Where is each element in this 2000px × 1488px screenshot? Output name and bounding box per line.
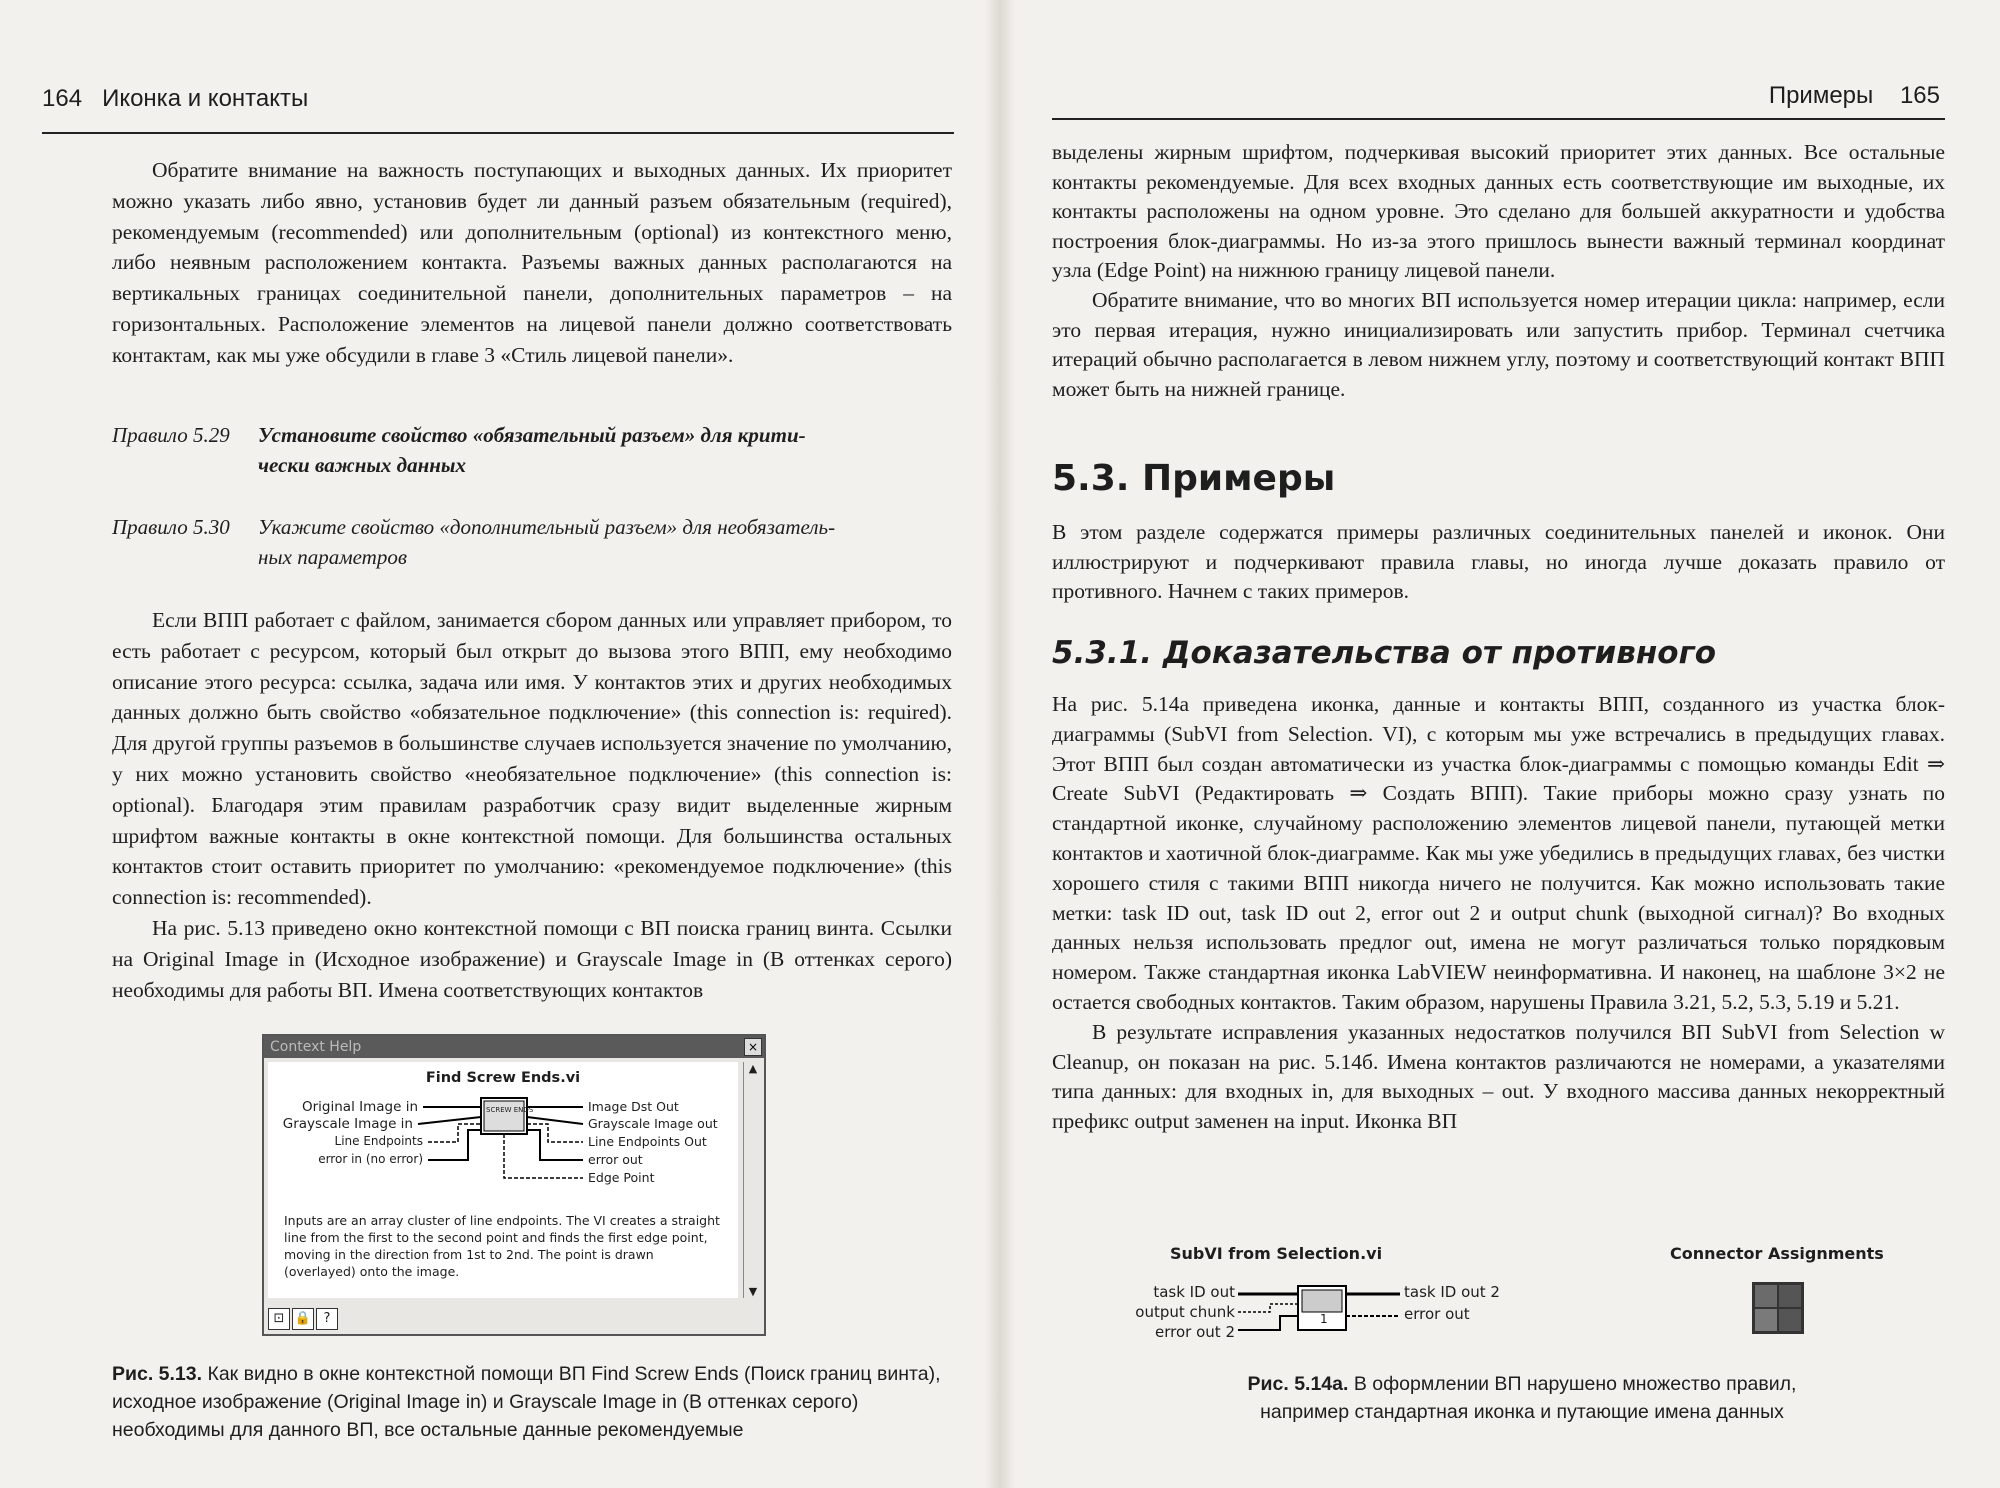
connector-pane-icon <box>1752 1282 1804 1334</box>
scroll-up-icon[interactable]: ▲ <box>748 1062 758 1075</box>
output-label: Grayscale Image out <box>588 1116 718 1131</box>
output-label: Line Endpoints Out <box>588 1134 707 1149</box>
output-label: error out <box>1404 1305 1470 1323</box>
page-number: 164 <box>42 85 83 112</box>
right-para-3: В этом разделе содержатся примеры различных соединительных панелей и иконок. Они иллюстрируют и подчеркивают правила главы, но иногда лучше доказать правило от противного. Начнем с таких примеров. <box>1052 520 1945 604</box>
lock-button[interactable]: 🔒 <box>292 1308 314 1330</box>
caption-number: Рис. 5.13. <box>112 1363 203 1385</box>
wire-grayscale-in <box>418 1117 481 1124</box>
wire-output-chunk <box>1238 1304 1298 1312</box>
caption-text: например стандартная иконка и путающие имена данных <box>1260 1401 1784 1423</box>
header-rule <box>1052 118 1945 120</box>
header-rule <box>42 132 954 134</box>
output-label: Image Dst Out <box>588 1099 679 1114</box>
chapter-title: Иконка и контакты <box>102 85 309 112</box>
input-label: Grayscale Image in <box>282 1116 413 1132</box>
left-para-1: Обратите внимание на важность поступающих и выходных данных. Их приоритет можно указать либо явно, установив будет ли данный разъем обязательным (required), рекомендуемым (recommended) или дополнительным (optional) из контекстного меню, либо неявным расположением контакта. Разъемы важных данных располагаются на вертикальных границах соединительной панели, дополнительных параметров – на горизонтальных. Расположение элементов на лицевой панели должно соответствовать контактам, как мы уже обсудили в главе 3 «Стиль лицевой панели». <box>112 158 952 367</box>
left-running-head <box>42 85 308 113</box>
wire-error-in <box>428 1130 481 1160</box>
caption-text: В оформлении ВП нарушено множество правил, <box>1353 1373 1797 1395</box>
page-number: 165 <box>1899 82 1940 109</box>
right-page <box>1010 0 2000 1488</box>
right-para-5: В результате исправления указанных недостатков получился ВП SubVI from Selection w Cleanup, он показан на рис. 5.14б. Имена контактов различаются не номерами, а указателями типа данных: для входных in, для выходных – out. У входного массива данных некорректный префикс output заменен на input. Иконка ВП <box>1052 1019 1945 1134</box>
left-page <box>0 0 990 1488</box>
wire-error-out <box>527 1130 583 1160</box>
left-para-3: На рис. 5.13 приведено окно контекстной помощи с ВП поиска границ винта. Ссылки на Original Image in (Исходное изображение) и Grayscale Image in (В оттенках серого) необходимы для работы ВП. Имена соответствующих контактов <box>112 915 952 1002</box>
subsection-heading: 5.3.1. Доказательства от противного <box>1052 635 1717 671</box>
input-label: output chunk <box>1135 1303 1235 1321</box>
section-heading: 5.3. Примеры <box>1052 458 1336 499</box>
left-para-2: Если ВПП работает с файлом, занимается сбором данных или управляет прибором, то есть работает с ресурсом, который был открыт до вызова этого ВПП, ему необходимо описание этого ресурса: ссылка, задача или имя. У контактов этих и других необходимых данных должно быть свойство «обязательное подключение» (this connection is: required). Для другой группы разъемов в большинстве случаев используется значение по умолчанию, у них можно установить свойство «необязательное подключение» (this connection is: optional). Благодаря этим правилам разработчик сразу видит выделенные жирным шрифтом важные контакты в окне контекстной помощи. Для большинства остальных контактов стоит оставить приоритет по умолчанию: «рекомендуемое подключение» (this connection is: recommended). На рис. 5.13 приведено окно контекстной помощи с ВП поиска границ винта. Ссылки на Original Image in (Исходное изображение) и Grayscale Image in (В оттенках серого) необходимы для работы ВП. Имена соответствующих контактов <box>112 605 952 1005</box>
wire-edge-point <box>504 1134 583 1178</box>
output-label: Edge Point <box>588 1170 655 1185</box>
connector-slot <box>1779 1309 1801 1331</box>
output-label: task ID out 2 <box>1404 1283 1500 1301</box>
right-para-1: выделены жирным шрифтом, подчеркивая высокий приоритет этих данных. Все остальные контакты рекомендуемые. Для всех входных данных есть соответствующие им выходные, их контакты расположены на одном уровне. Это сделано для большей аккуратности и удобства построения блок-диаграммы. Но из-за этого пришлось вынести важный терминал координат узла (Edge Point) на нижнюю границу лицевой панели. Обратите внимание, что во многих ВП используется номер итерации цикла: например, если это первая итерация, нужно инициализировать или запустить прибор. Терминал счетчика итераций обычно располагается в левом нижнем углу, поэтому и соответствующий контакт ВПП может быть на нижней границе. <box>1052 138 1945 404</box>
connector-slot <box>1779 1285 1801 1307</box>
figure-caption-5-14a <box>1122 1370 1922 1426</box>
connector-slot <box>1755 1285 1777 1307</box>
rule-text: Установите свойство «обязательный разъем» для крити- чески важных данных <box>258 423 806 477</box>
help-description: Inputs are an array cluster of line endpoints. The VI creates a straight line from the first to the second point and finds the first edge point, moving in the direction from 1st to 2nd. The point is drawn (overlayed) onto the image. <box>284 1213 720 1279</box>
input-label: error out 2 <box>1155 1323 1235 1341</box>
right-para-4: На рис. 5.14а приведена иконка, данные и контакты ВПП, созданного из участка блок-диаграммы (SubVI from Selection. VI), с которым мы уже встречались в предыдущих главах. Этот ВПП был создан автоматически из участка блок-диаграммы с помощью команды Edit ⇒ Create SubVI (Редактировать ⇒ Создать ВПП). Такие приборы можно сразу узнать по стандартной иконке, случайному расположению элементов лицевой панели, путающей метки контактов и хаотичной блок-диаграмме. Как мы уже убедились в предыдущих главах, без чистки хорошего стиля с такими ВПП никогда ничего не получится. Как можно использовать такие метки: task ID out, task ID out 2, error out 2 и output chunk (выходной сигнал)? Во входных данных нельзя использовать предлог out, имена не могут различаться только порядковым номером. Также стандартная иконка LabVIEW неинформативна. И наконец, на шаблоне 3×2 не остается свободных контактов. Таким образом, нарушены Правила 3.21, 5.2, 5.3, 5.19 и 5.21. В результате исправления указанных недостатков получился ВП SubVI from Selection w Cleanup, он показан на рис. 5.14б. Имена контактов различаются не номерами, а указателями типа данных: для входных in, для выходных – out. У входного массива данных некорректный префикс output заменен на input. Иконка ВП <box>1052 690 1945 1137</box>
help-button[interactable]: ? <box>316 1308 338 1330</box>
caption-number: Рис. 5.14а. <box>1247 1373 1349 1395</box>
input-label: Original Image in <box>302 1099 418 1115</box>
input-label: Line Endpoints <box>334 1134 423 1148</box>
vi-icon-label: SCREW ENDS <box>486 1106 534 1114</box>
connector-slot <box>1755 1309 1777 1331</box>
window-title: Context Help <box>270 1039 362 1055</box>
figure-caption-5-13 <box>112 1360 952 1444</box>
help-content <box>268 1062 738 1298</box>
rule-5-29 <box>112 420 952 484</box>
input-label: error in (no error) <box>318 1152 423 1166</box>
rule-number: Правило 5.29 <box>112 423 230 447</box>
wire-line-endpoints <box>428 1124 481 1142</box>
help-toolbar <box>268 1307 340 1330</box>
scrollbar[interactable] <box>743 1062 762 1298</box>
output-label: error out <box>588 1152 643 1167</box>
subvi-icon-index: 1 <box>1320 1312 1328 1326</box>
context-help-window <box>262 1034 766 1336</box>
caption-text: Как видно в окне контекстной помощи ВП Find Screw Ends (Поиск границ винта), исходное изображение (Original Image in) и Grayscale Image in (В оттенках серого) необходимы для данного ВП, все остальные данные рекомендуемые <box>112 1363 941 1441</box>
subvi-icon-inner <box>1302 1290 1342 1312</box>
right-para-2: Обратите внимание, что во многих ВП используется номер итерации цикла: например, если это первая итерация, нужно инициализировать или запустить прибор. Терминал счетчика итераций обычно располагается в левом нижнем углу, поэтому и соответствующий контакт ВПП может быть на нижней границе. <box>1052 287 1945 401</box>
wire-line-endpoints-out <box>527 1124 583 1142</box>
wire-error-out-2 <box>1238 1316 1298 1330</box>
scroll-down-icon[interactable]: ▼ <box>748 1285 758 1298</box>
connector-assignments-title: Connector Assignments <box>1670 1244 1884 1263</box>
close-icon[interactable]: × <box>744 1038 762 1056</box>
subvi-title: SubVI from Selection.vi <box>1170 1244 1383 1263</box>
rule-number: Правило 5.30 <box>112 515 230 539</box>
input-label: task ID out <box>1153 1283 1235 1301</box>
vi-name: Find Screw Ends.vi <box>425 1070 581 1086</box>
rule-5-30 <box>112 512 952 576</box>
wire-grayscale-out <box>527 1117 583 1124</box>
simple-view-button[interactable]: ⊡ <box>268 1308 290 1330</box>
rule-text: Укажите свойство «дополнительный разъем» для необязатель- ных параметров <box>258 515 836 569</box>
window-titlebar <box>264 1036 764 1058</box>
chapter-title: Примеры <box>1768 82 1874 109</box>
right-running-head <box>1769 82 1940 110</box>
